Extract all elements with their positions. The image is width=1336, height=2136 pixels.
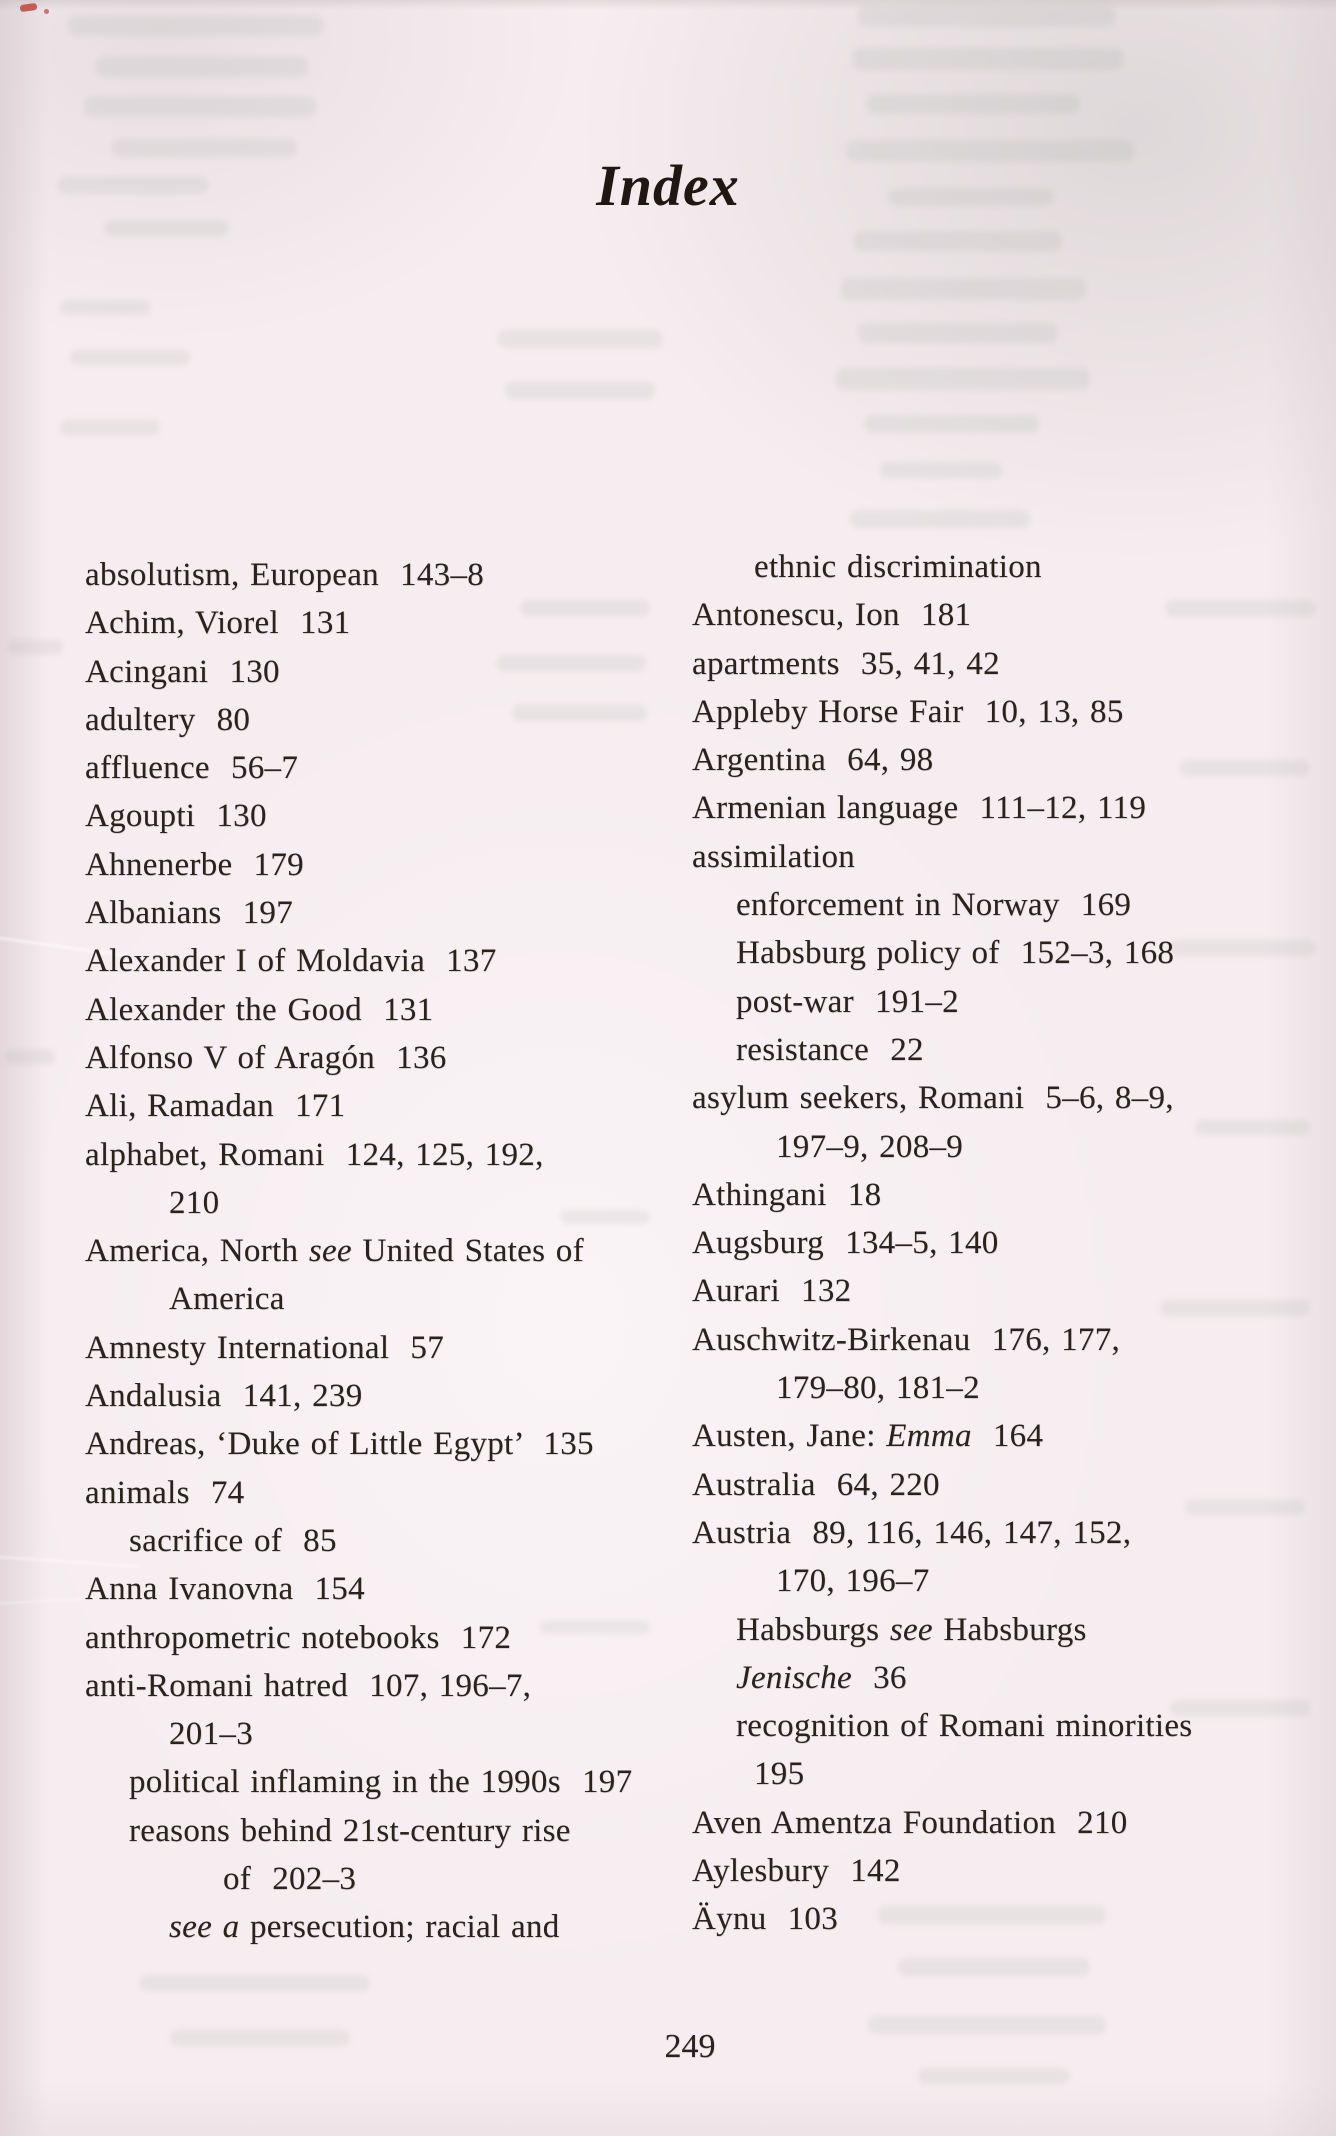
index-line-text: Austen, Jane: [692, 1418, 887, 1455]
index-line-text: Amnesty International 57 [85, 1329, 445, 1366]
index-line [85, 1710, 632, 1758]
red-ink-mark [20, 3, 38, 12]
index-line-text: of 202–3 [223, 1861, 357, 1898]
index-line [692, 1026, 1192, 1074]
index-line-text: Ahnenerbe 179 [85, 846, 304, 883]
index-line-text: Austria 89, 116, 146, 147, 152, [692, 1514, 1132, 1551]
index-line-text: anthropometric notebooks 172 [85, 1619, 512, 1656]
ghost-smudge [836, 368, 1090, 390]
index-line-italic-text: Jenische [736, 1659, 852, 1696]
index-line-text: affluence 56–7 [85, 750, 299, 787]
index-line [85, 1517, 632, 1565]
index-line-text: persecution; racial and [239, 1909, 560, 1946]
index-line-text: Alexander I of Moldavia 137 [85, 943, 497, 980]
right-column [692, 543, 1192, 1944]
index-line-text: Agoupti 130 [85, 798, 267, 835]
index-line-text: America [169, 1281, 285, 1318]
index-line [692, 1316, 1192, 1364]
index-line [692, 1171, 1192, 1219]
left-column [85, 551, 632, 1952]
index-line-text: reasons behind 21st-century rise [129, 1812, 571, 1849]
ghost-smudge [505, 382, 655, 399]
index-line-text: Albanians 197 [85, 895, 294, 932]
ghost-smudge [898, 1958, 1090, 1976]
paper-crease [0, 1597, 95, 1604]
index-line [692, 736, 1192, 784]
index-line-text: adultery 80 [85, 701, 251, 738]
index-line [85, 648, 632, 696]
ghost-smudge [850, 510, 1030, 528]
index-line [692, 1702, 1192, 1750]
index-line-text: Aylesbury 142 [692, 1853, 901, 1890]
index-line-text: animals 74 [85, 1474, 245, 1511]
index-line [85, 1565, 632, 1613]
ghost-smudge [880, 462, 1002, 478]
index-line-text: Auschwitz-Birkenau 176, 177, [692, 1321, 1121, 1358]
ghost-smudge [854, 231, 1062, 251]
ghost-smudge [868, 2016, 1106, 2034]
index-line-text: Habsburg policy of 152–3, 168 [736, 935, 1175, 972]
index-line-text: recognition of Romani minorities [736, 1708, 1193, 1745]
index-line [85, 1227, 632, 1275]
index-line [85, 1324, 632, 1372]
index-line [692, 1267, 1192, 1315]
index-line [85, 1903, 632, 1951]
index-line [692, 688, 1192, 736]
index-line-text: Achim, Viorel 131 [85, 605, 351, 642]
index-line [85, 841, 632, 889]
index-line [692, 543, 1192, 591]
ghost-smudge [140, 1975, 370, 1991]
ghost-smudge [84, 97, 316, 117]
ghost-smudge [70, 350, 190, 365]
index-line-italic-text: see [308, 1233, 352, 1270]
ghost-smudge [866, 94, 1080, 114]
index-line-text: resistance 22 [736, 1031, 924, 1068]
index-line [85, 1372, 632, 1420]
ghost-smudge [852, 48, 1124, 70]
index-line [692, 978, 1192, 1026]
index-line-text: assimilation [692, 838, 856, 875]
index-line-text: Anna Ivanovna 154 [85, 1571, 365, 1608]
ghost-smudge [96, 57, 308, 77]
index-line [692, 1509, 1192, 1557]
page-number: 249 [664, 2028, 716, 2065]
ghost-smudge [498, 330, 663, 348]
index-line-text: 179–80, 181–2 [776, 1370, 980, 1407]
index-line [85, 1420, 632, 1468]
ghost-smudge [864, 415, 1039, 433]
index-line-italic-text: see a [169, 1909, 240, 1946]
ghost-smudge [1180, 760, 1310, 776]
index-line-text: 36 [852, 1659, 907, 1696]
index-line [692, 1219, 1192, 1267]
index-line [692, 1074, 1192, 1122]
index-line-text: Acingani 130 [85, 653, 280, 690]
index-line [85, 1855, 632, 1903]
index-line [692, 833, 1192, 881]
index-line [85, 551, 632, 599]
index-line-text: 201–3 [169, 1716, 253, 1753]
index-line [85, 1275, 632, 1323]
ghost-smudge [840, 278, 1086, 300]
index-line [85, 792, 632, 840]
ghost-smudge [60, 300, 150, 315]
index-line [692, 929, 1192, 977]
index-line [692, 1654, 1192, 1702]
index-line-text: sacrifice of 85 [129, 1522, 337, 1559]
index-line [85, 937, 632, 985]
index-line [85, 599, 632, 647]
index-line-text: Alexander the Good 131 [85, 991, 434, 1028]
index-line-text: Andalusia 141, 239 [85, 1378, 363, 1415]
index-line-text: Aven Amentza Foundation 210 [692, 1804, 1128, 1841]
index-line-text: Argentina 64, 98 [692, 742, 934, 779]
index-line [692, 591, 1192, 639]
index-line [692, 1412, 1192, 1460]
ghost-smudge [858, 323, 1058, 343]
index-line [85, 1082, 632, 1130]
index-line-italic-text: see [889, 1611, 933, 1648]
index-line [85, 1034, 632, 1082]
index-line-text: United States of [351, 1233, 584, 1270]
index-line-text: Habsburgs [736, 1611, 890, 1648]
index-line-text: Andreas, ‘Duke of Little Egypt’ 135 [85, 1426, 594, 1463]
index-line-text: anti-Romani hatred 107, 196–7, [85, 1667, 532, 1704]
index-line [85, 1131, 632, 1179]
index-line-text: Alfonso V of Aragón 136 [85, 1039, 447, 1076]
red-ink-dot [44, 9, 49, 14]
index-line-text: Augsburg 134–5, 140 [692, 1225, 999, 1262]
index-line-text: America, North [85, 1233, 309, 1270]
ghost-smudge [68, 16, 323, 36]
index-line [85, 1662, 632, 1710]
index-line-text: absolutism, European 143–8 [85, 557, 485, 593]
index-line-text: apartments 35, 41, 42 [692, 645, 1000, 682]
index-line [692, 1799, 1192, 1847]
index-line-text: Australia 64, 220 [692, 1466, 940, 1503]
index-line [692, 1557, 1192, 1605]
ghost-smudge [918, 2068, 1070, 2084]
index-line-text: enforcement in Norway 169 [736, 887, 1132, 924]
ghost-smudge [1185, 1500, 1305, 1515]
index-line-text: 197–9, 208–9 [776, 1128, 964, 1165]
index-line-text: Aurari 132 [692, 1273, 852, 1310]
index-line [692, 1750, 1192, 1798]
index-line [85, 1614, 632, 1662]
index-line-text: Athingani 18 [692, 1176, 882, 1213]
index-line [85, 1807, 632, 1855]
index-line-italic-text: Emma [886, 1418, 972, 1455]
index-line [85, 1469, 632, 1517]
index-line-text: 195 [754, 1756, 805, 1793]
index-line [85, 889, 632, 937]
ghost-smudge [170, 2030, 350, 2046]
index-line [692, 881, 1192, 929]
ghost-smudge [858, 6, 1116, 27]
index-line-text: ethnic discrimination [754, 549, 1042, 585]
ghost-smudge [8, 640, 63, 654]
ghost-smudge [60, 420, 160, 435]
index-line-text: asylum seekers, Romani 5–6, 8–9, [692, 1080, 1174, 1117]
index-line-text: Appleby Horse Fair 10, 13, 85 [692, 693, 1124, 730]
index-line [692, 1895, 1192, 1943]
index-line [692, 784, 1192, 832]
index-line [85, 696, 632, 744]
ghost-smudge [104, 220, 229, 236]
index-line [692, 1606, 1192, 1654]
index-line-text: Äynu 103 [692, 1901, 839, 1938]
index-line-text: Ali, Ramadan 171 [85, 1088, 346, 1125]
index-line [85, 1758, 632, 1806]
index-line [692, 1364, 1192, 1412]
index-line [85, 1179, 632, 1227]
index-line-text: Habsburgs [932, 1611, 1087, 1648]
page-title: Index [596, 153, 740, 218]
index-line [692, 640, 1192, 688]
index-line-text: 210 [169, 1184, 220, 1221]
ghost-smudge [5, 1050, 55, 1064]
index-line [692, 1847, 1192, 1895]
index-line-text: alphabet, Romani 124, 125, 192, [85, 1136, 544, 1173]
index-line-text: political inflaming in the 1990s 197 [129, 1764, 633, 1801]
index-line [692, 1461, 1192, 1509]
index-line [692, 1123, 1192, 1171]
index-line-text: 170, 196–7 [776, 1563, 930, 1600]
index-line-text: Armenian language 111–12, 119 [692, 790, 1147, 827]
index-line [85, 986, 632, 1034]
ghost-smudge [1195, 1120, 1310, 1135]
index-line [85, 744, 632, 792]
index-line-text: 164 [971, 1418, 1044, 1455]
index-line-text: post-war 191–2 [736, 983, 959, 1020]
index-line-text: Antonescu, Ion 181 [692, 597, 972, 634]
